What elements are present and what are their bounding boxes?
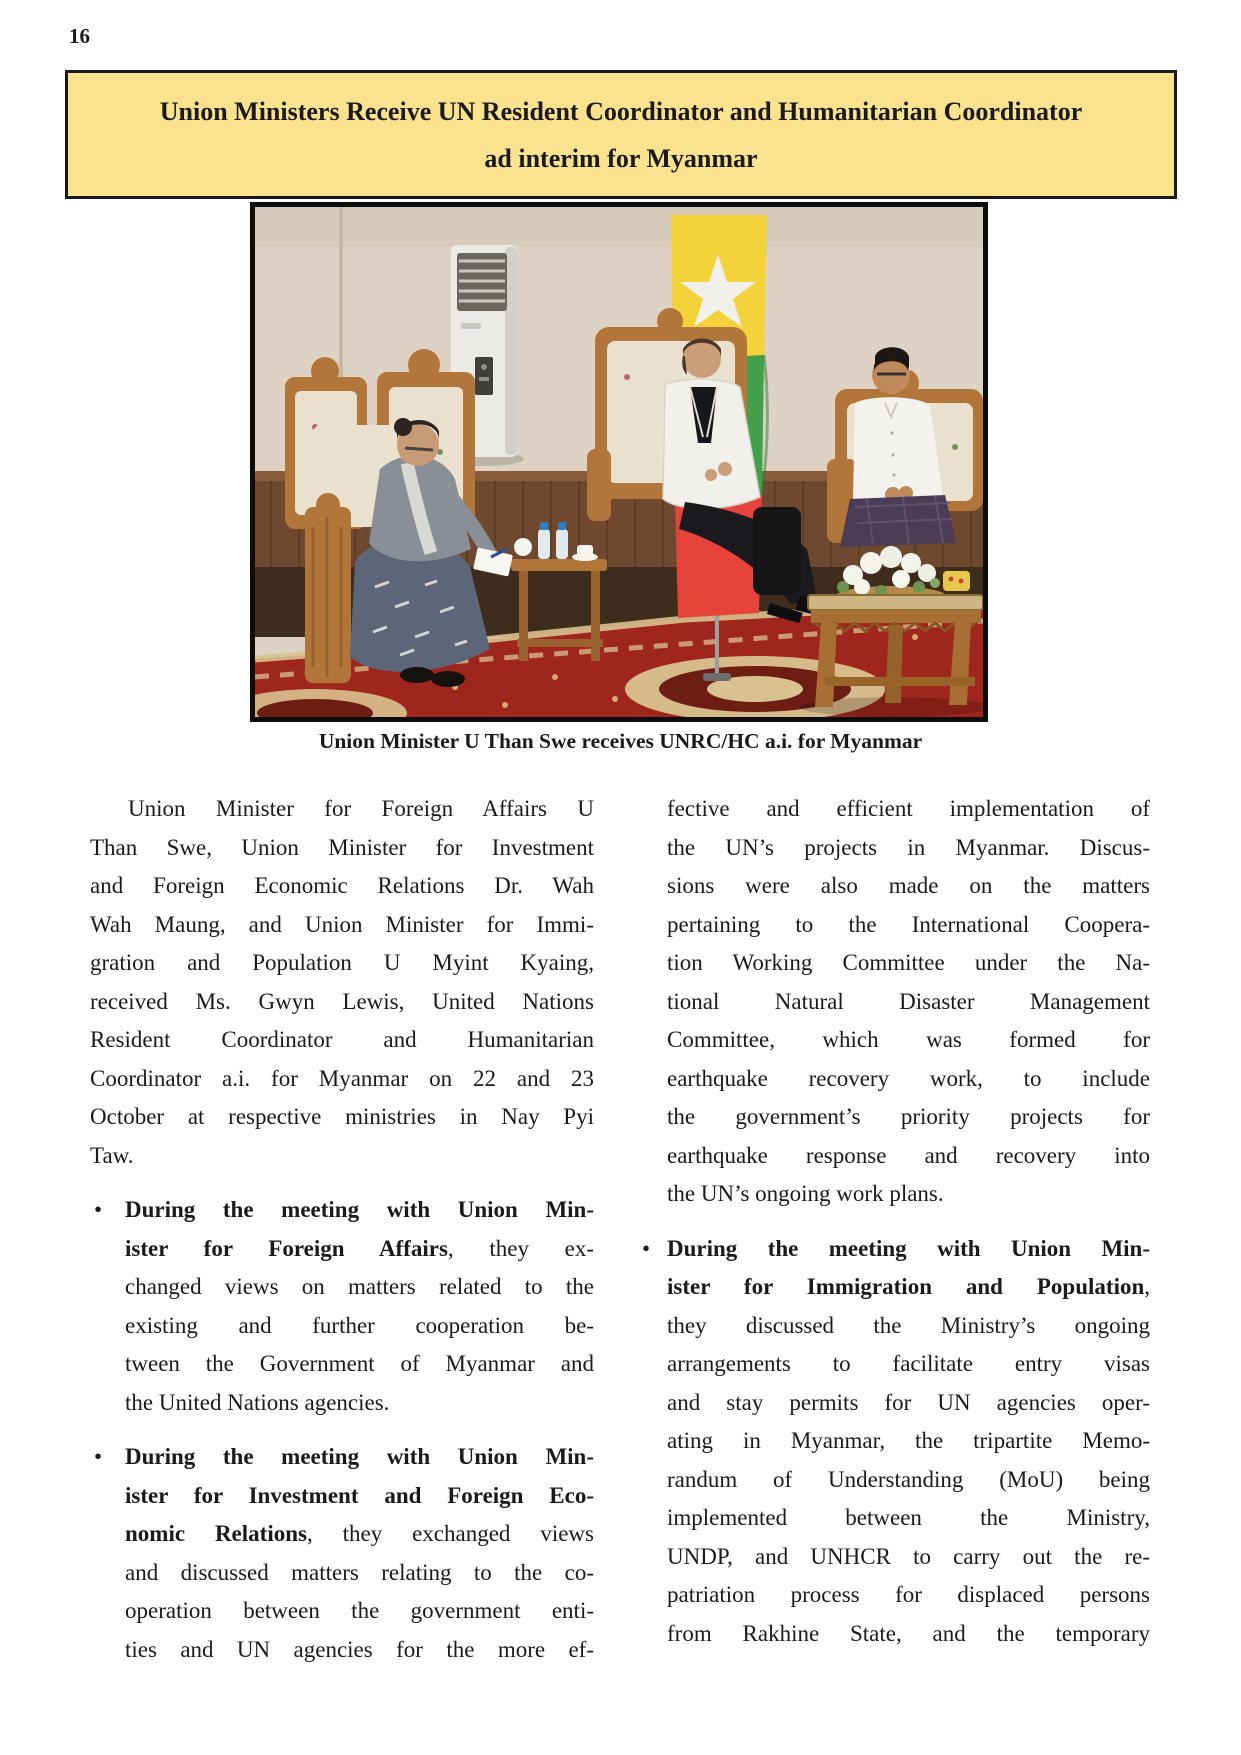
text-line — [125, 1230, 594, 1269]
text-line: the government’s priority projects for — [667, 1104, 1150, 1129]
text-line: earthquake recovery work, to include — [667, 1065, 1150, 1091]
text-line: earthquake response and recovery into — [667, 1142, 1150, 1168]
text-line: October at respective ministries in Nay Pyi — [90, 1104, 594, 1129]
text-line: Taw. — [90, 1142, 134, 1168]
text-line: from Rakhine State, and the temporary — [667, 1620, 1150, 1646]
bullet-item — [90, 1191, 594, 1422]
text-line: Resident Coordinator and Humanitarian — [90, 1027, 594, 1052]
text-line: and Foreign Economic Relations Dr. Wah — [90, 873, 594, 898]
bullet-marker: • — [642, 1235, 651, 1261]
text-line — [125, 1477, 594, 1516]
article-column-right — [615, 790, 1150, 1653]
text-line: and stay permits for UN agencies oper- — [667, 1389, 1150, 1415]
text-line: Than Swe, Union Minister for Investment — [90, 834, 594, 860]
text-line: patriation process for displaced persons — [667, 1582, 1150, 1607]
text-line: the UN’s projects in Myanmar. Discus- — [667, 834, 1150, 860]
paragraph — [90, 790, 594, 1175]
text-line: gration and Population U Myint Kyaing, — [90, 950, 594, 975]
bold-text-segment: ister for Immigration and Population — [667, 1274, 1145, 1299]
bullet-item — [615, 1230, 1150, 1654]
text-line: UNDP, and UNHCR to carry out the re- — [667, 1543, 1150, 1569]
photo-scene — [255, 207, 983, 717]
black-bag — [753, 507, 801, 595]
banner-title-line-1: Union Ministers Receive UN Resident Coordinator and Humanitarian Coordinator — [159, 96, 1083, 126]
text-line: operation between the government enti- — [125, 1598, 594, 1623]
text-line — [667, 1230, 1150, 1269]
text-line: received Ms. Gwyn Lewis, United Nations — [90, 988, 594, 1014]
text-segment: , — [1144, 1274, 1150, 1299]
text-line: sions were also made on the matters — [667, 873, 1150, 898]
text-line: changed views on matters related to the — [125, 1274, 594, 1299]
text-line: implemented between the Ministry, — [667, 1505, 1150, 1530]
text-line: tion Working Committee under the Na- — [667, 950, 1150, 975]
article-title-banner — [65, 70, 1177, 199]
bullet-marker: • — [94, 1197, 103, 1222]
text-line: randum of Understanding (MoU) being — [667, 1466, 1150, 1492]
text-segment: , they ex- — [447, 1235, 594, 1261]
page-number: 16 — [69, 24, 90, 48]
text-line: pertaining to the International Coopera- — [667, 911, 1150, 937]
text-segment: , they exchanged views — [306, 1521, 594, 1546]
text-line: tween the Government of Myanmar and — [125, 1351, 594, 1376]
text-line: existing and further cooperation be- — [125, 1312, 594, 1338]
text-line: the United Nations agencies. — [125, 1389, 390, 1415]
banner-title-line-2: ad interim for Myanmar — [484, 143, 758, 173]
text-line: Union Minister for Foreign Affairs U — [128, 796, 594, 821]
text-line: ating in Myanmar, the tripartite Memo- — [667, 1428, 1150, 1453]
bold-text-segment: During the meeting with Union Min- — [667, 1235, 1150, 1261]
bullet-item — [90, 1438, 594, 1669]
paragraph — [615, 790, 1150, 1214]
bullet-marker: • — [94, 1444, 103, 1469]
article-column-left — [90, 790, 594, 1669]
bold-text-segment: ister for Foreign Affairs — [125, 1235, 448, 1261]
bold-text-segment: During the meeting with Union Min- — [125, 1444, 594, 1469]
bold-text-segment: nomic Relations — [125, 1521, 307, 1546]
text-line: Coordinator a.i. for Myanmar on 22 and 23 — [90, 1065, 594, 1091]
text-line — [667, 1268, 1150, 1307]
text-line: fective and efficient implementation of — [667, 796, 1150, 821]
photo-caption: Union Minister U Than Swe receives UNRC/HC a.i. for Myanmar — [318, 729, 923, 753]
meeting-photo — [250, 202, 988, 722]
text-line — [125, 1191, 594, 1230]
text-line — [125, 1438, 594, 1477]
text-line: arrangements to facilitate entry visas — [667, 1351, 1150, 1376]
bold-text-segment: ister for Investment and Foreign Eco- — [125, 1482, 594, 1508]
text-line — [125, 1515, 594, 1554]
text-line: ties and UN agencies for the more ef- — [125, 1636, 594, 1662]
text-line: they discussed the Ministry’s ongoing — [667, 1312, 1150, 1338]
text-line: and discussed matters relating to the co- — [125, 1559, 594, 1585]
bold-text-segment: During the meeting with Union Min- — [125, 1197, 594, 1222]
text-line: Wah Maung, and Union Minister for Immi- — [90, 911, 594, 937]
text-line: tional Natural Disaster Management — [667, 988, 1150, 1014]
text-line: the UN’s ongoing work plans. — [667, 1181, 944, 1206]
text-line: Committee, which was formed for — [667, 1027, 1150, 1052]
